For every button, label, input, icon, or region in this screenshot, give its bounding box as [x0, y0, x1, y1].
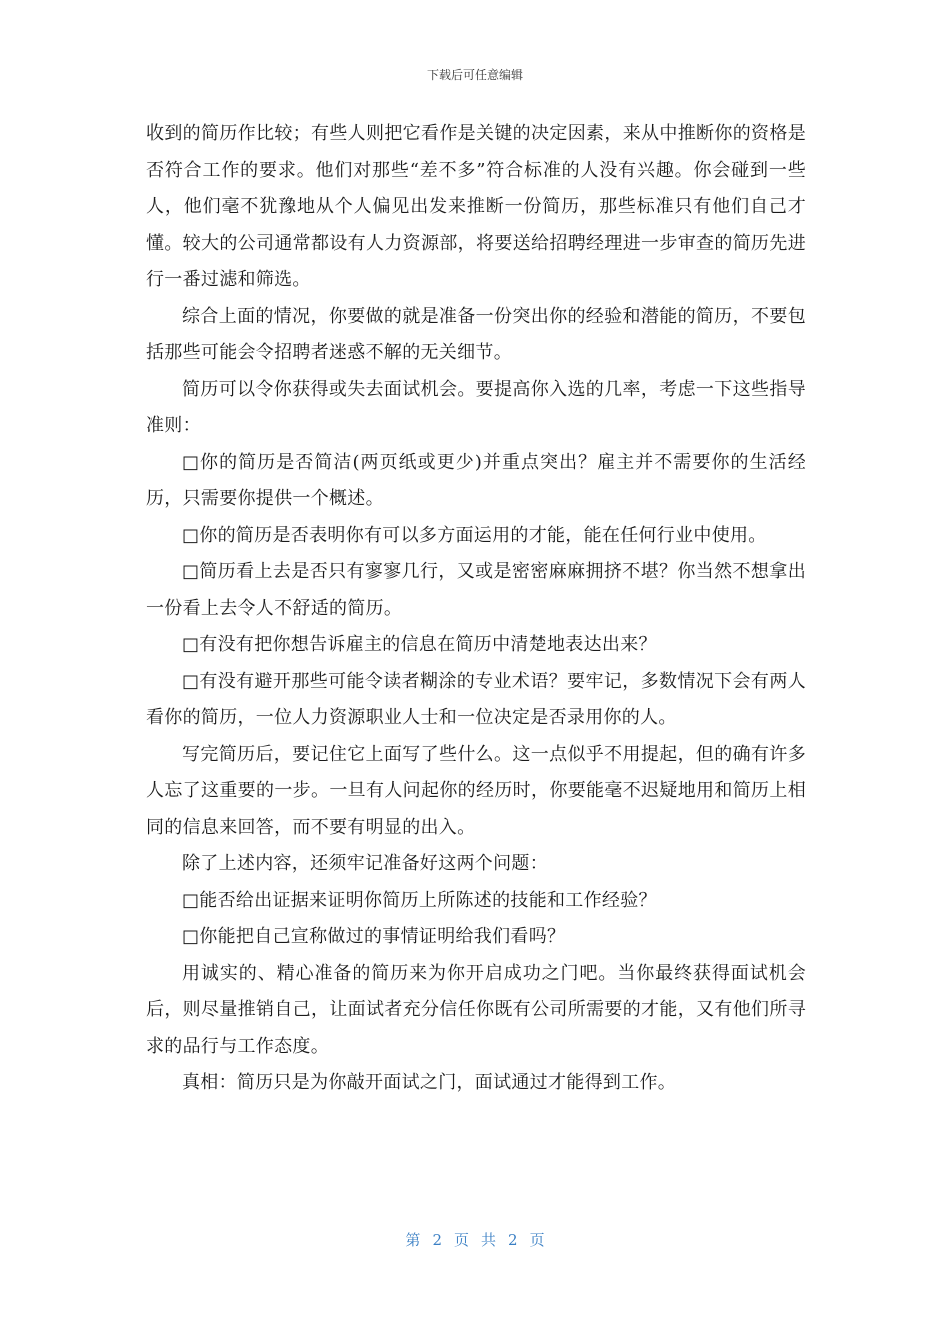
total-suffix: 页 [529, 1231, 545, 1249]
checklist-item: □有没有避开那些可能令读者糊涂的专业术语？要牢记，多数情况下会有两人看你的简历，一位人力资源职业人士和一位决定是否录用你的人。 [146, 670, 806, 728]
checklist-item: □能否给出证据来证明你简历上所陈述的技能和工作经验？ [182, 889, 657, 911]
paragraph: 收到的简历作比较；有些人则把它看作是关键的决定因素，来从中推断你的资格是否符合工作的要求。他们对那些“差不多”符合标准的人没有兴趣。你会碰到一些人，他们毫不犹豫地从个人偏见出发来推断一份简历，那些标准只有他们自己才懂。较大的公司通常都设有人力资源部，将要送给招聘经理进一步审查的简历先进行一番过滤和筛选。 [146, 123, 806, 290]
page-label: 第 [405, 1231, 421, 1249]
paragraph: 综合上面的情况，你要做的就是准备一份突出你的经验和潜能的简历，不要包括那些可能会令招聘者迷惑不解的无关细节。 [146, 305, 806, 363]
current-page-number: 2 [432, 1231, 442, 1249]
paragraph: 简历可以令你获得或失去面试机会。要提高你入选的几率，考虑一下这些指导准则： [146, 378, 806, 436]
paragraph: 写完简历后，要记住它上面写了些什么。这一点似乎不用提起，但的确有许多人忘了这重要的一步。一旦有人问起你的经历时，你要能毫不迟疑地用和简历上相同的信息来回答，而不要有明显的出入。 [146, 743, 806, 838]
page-suffix: 页 [453, 1231, 469, 1249]
total-label: 共 [481, 1231, 497, 1249]
checklist-item: □你的简历是否表明你有可以多方面运用的才能，能在任何行业中使用。 [182, 524, 767, 546]
page-header: 下载后可任意编辑 [426, 68, 523, 82]
checklist-item: □简历看上去是否只有寥寥几行，又或是密密麻麻拥挤不堪？你当然不想拿出一份看上去令人不舒适的简历。 [146, 561, 806, 619]
checklist-item: □你能把自己宣称做过的事情证明给我们看吗？ [182, 926, 566, 947]
paragraph: 用诚实的、精心准备的简历来为你开启成功之门吧。当你最终获得面试机会后，则尽量推销自己，让面试者充分信任你既有公司所需要的才能，又有他们所寻求的品行与工作态度。 [146, 962, 806, 1057]
checklist-item: □有没有把你想告诉雇主的信息在简历中清楚地表达出来？ [182, 634, 657, 655]
page-footer [0, 1229, 950, 1250]
checklist-item: □你的简历是否简洁(两页纸或更少)并重点突出？雇主并不需要你的生活经历，只需要你提供一个概述。 [146, 451, 806, 509]
paragraph: 真相：简历只是为你敲开面试之门，面试通过才能得到工作。 [182, 1072, 677, 1093]
paragraph: 除了上述内容，还须牢记准备好这两个问题： [182, 853, 548, 874]
document-body [146, 116, 806, 1102]
total-pages-number: 2 [508, 1231, 518, 1249]
